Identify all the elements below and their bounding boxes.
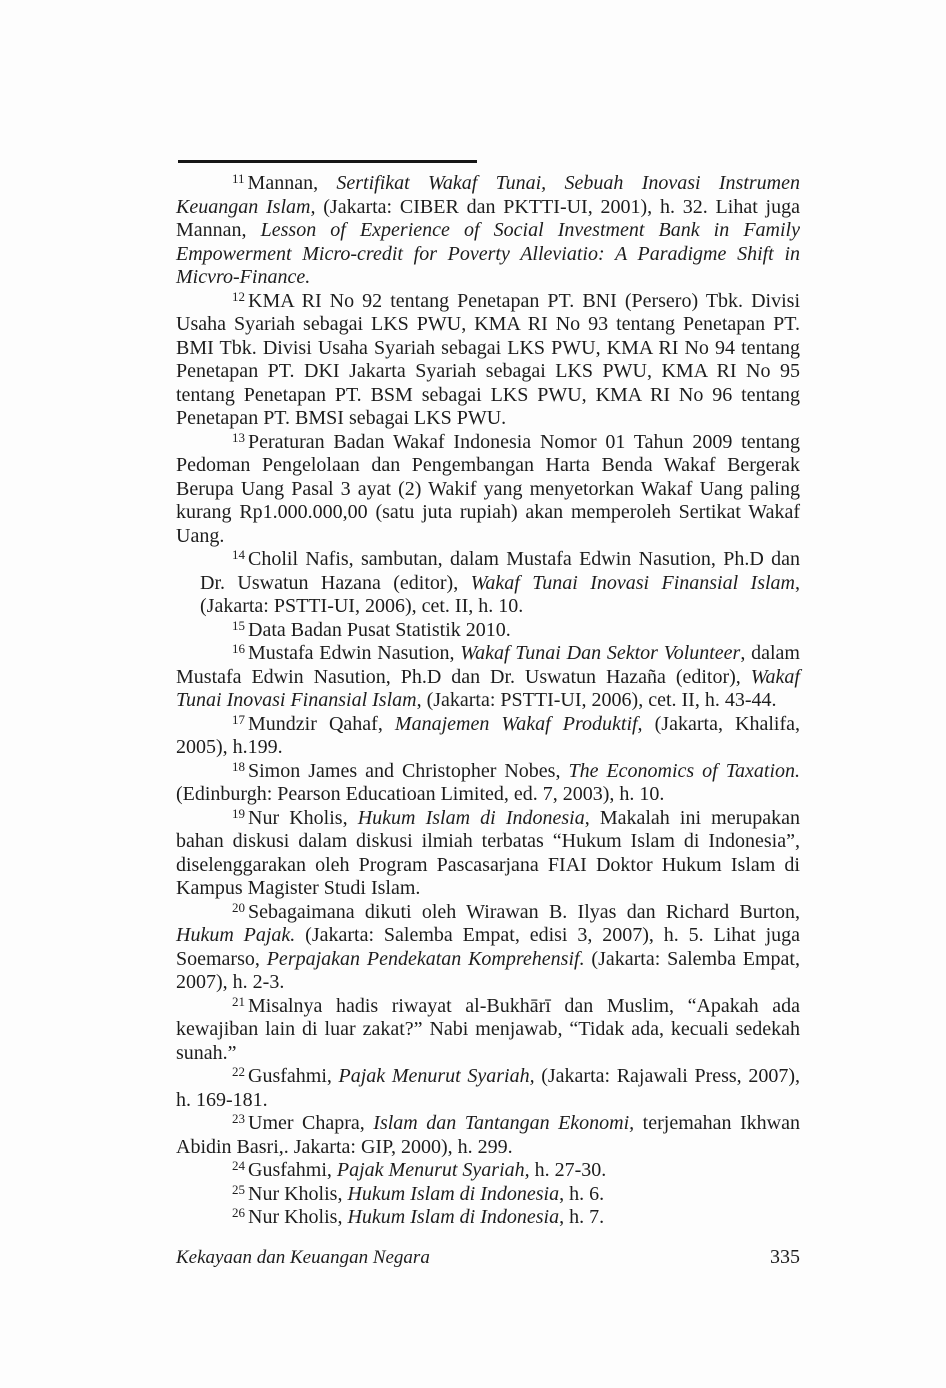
cited-work-title: Hukum Pajak. xyxy=(176,924,296,946)
footnote-text: Gusfahmi, xyxy=(248,1065,339,1087)
footnote-17 xyxy=(176,713,800,760)
footnote-text: , Makalah ini merupakan bahan diskusi dalam diskusi ilmiah terbatas “Hukum Islam di Indonesia”, diselenggarakan oleh Program Pascasarjana FIAI Doktor Hukum Islam di Kampus Magister Studi Islam. xyxy=(176,806,800,899)
cited-work-title: Manajemen Wakaf Produktif, xyxy=(394,712,643,735)
footnote-text: KMA RI No 92 tentang Penetapan PT. BNI (Persero) Tbk. Divisi Usaha Syariah sebagai LKS PWU, KMA RI No 93 tentang Penetapan PT. BMI Tbk. Divisi Usaha Syariah sebagai LKS PWU, KMA RI No 94 tentang Penetapan PT. DKI Jakarta Syariah sebagai LKS PWU, KMA RI No 95 tentang Penetapan PT. BSM sebagai LKS PWU, KMA RI No 96 tentang Penetapan PT. BMSI sebagai LKS PWU. xyxy=(176,289,800,429)
footnote-11 xyxy=(176,172,800,290)
footnote-number: 16 xyxy=(232,641,245,656)
footnote-23 xyxy=(176,1112,800,1159)
footnote-number: 11 xyxy=(232,171,245,186)
footnote-20 xyxy=(176,901,800,995)
footnote-text: Data Badan Pusat Statistik 2010. xyxy=(248,618,511,641)
footnote-number: 18 xyxy=(232,758,245,774)
footnote-text: , h. 7. xyxy=(559,1206,605,1228)
footnote-number: 25 xyxy=(232,1181,245,1197)
footnote-text: , (Jakarta: PSTTI-UI, 2006), cet. II, h. 10. xyxy=(200,571,801,617)
footnote-text: Sebagaimana dikuti oleh Wirawan B. Ilyas dan Richard Burton, xyxy=(248,900,800,923)
page-number: 335 xyxy=(770,1246,800,1268)
footnote-text: , dalam Mustafa Edwin Nasution, Ph.D dan Dr. Uswatun Hazaña (editor), xyxy=(176,642,800,688)
footnote-text: Cholil Nafis, sambutan, dalam Mustafa Edwin Nasution, Ph.D dan Dr. Uswatun Hazana (editor), xyxy=(200,548,800,594)
footnote-separator-rule xyxy=(178,160,477,163)
cited-work-title: Lesson of Experience of Social Investment Bank in Family Empowerment Micro-credit for Poverty Alleviatio: A Paradigme Shift in Micvro-Finance. xyxy=(176,219,800,288)
footnote-text: Mustafa Edwin Nasution, xyxy=(248,642,461,664)
cited-work-title: Wakaf Tunai Inovasi Finansial Islam xyxy=(470,571,796,594)
footnote-number: 21 xyxy=(232,993,245,1009)
footnote-number: 13 xyxy=(232,429,245,445)
footnote-24 xyxy=(176,1159,800,1183)
footnote-number: 23 xyxy=(232,1111,245,1126)
footnote-text: Mundzir Qahaf, xyxy=(248,712,395,735)
cited-work-title: Hukum Islam di Indonesia xyxy=(347,1206,560,1228)
footnote-25 xyxy=(176,1183,800,1207)
cited-work-title: Pajak Menurut Syariah, xyxy=(338,1065,535,1087)
footnote-16 xyxy=(176,642,800,713)
footnote-text: Umer Chapra, xyxy=(248,1112,374,1134)
footnote-text: Misalnya hadis riwayat al-Bukhārī dan Muslim, “Apakah ada kewajiban lain di luar zakat?” Nabi menjawab, “Tidak ada, kecuali sedekah sunah.” xyxy=(176,994,800,1064)
footnote-number: 20 xyxy=(232,899,245,915)
footnote-number: 26 xyxy=(232,1205,245,1220)
footnote-text: (Jakarta: Salemba Empat, edisi 3, 2007), h. 5. Lihat juga Soemarso, xyxy=(176,924,801,970)
footnote-text: Nur Kholis, xyxy=(248,1182,348,1205)
cited-work-title: Wakaf Tunai Inovasi Finansial Islam xyxy=(176,665,800,711)
footnote-number: 22 xyxy=(232,1064,245,1079)
footnote-26 xyxy=(176,1206,800,1230)
running-footer-title: Kekayaan dan Keuangan Negara xyxy=(176,1247,430,1268)
cited-work-title: The Economics of Taxation. xyxy=(568,759,800,782)
footnote-text: Gusfahmi, xyxy=(248,1159,337,1181)
footnote-text: h. 27-30. xyxy=(529,1159,607,1181)
footnote-number: 24 xyxy=(232,1158,245,1173)
footnote-18 xyxy=(176,760,800,807)
footnote-21 xyxy=(176,995,800,1066)
cited-work-title: Wakaf Tunai Dan Sektor Volunteer xyxy=(460,642,741,664)
footnote-text: (Edinburgh: Pearson Educatioan Limited, ed. 7, 2003), h. 10. xyxy=(176,783,665,805)
cited-work-title: Hukum Islam di Indonesia xyxy=(347,1182,560,1205)
footnote-text: (Jakarta: Salemba Empat, 2007), h. 2-3. xyxy=(176,947,800,993)
footnote-text: Nur Kholis, xyxy=(248,806,358,829)
cited-work-title: Hukum Islam di Indonesia xyxy=(357,806,585,829)
footnote-number: 19 xyxy=(232,805,245,821)
cited-work-title: Sertifikat Wakaf Tunai, Sebuah Inovasi Instrumen Keuangan Islam, xyxy=(176,172,800,218)
footnotes-section xyxy=(176,172,800,1230)
cited-work-title: Islam dan Tantangan Ekonomi, xyxy=(373,1112,635,1134)
footnote-number: 17 xyxy=(232,711,245,727)
footnote-text: Mannan, xyxy=(247,172,337,194)
footnote-text: (Jakarta: Rajawali Press, 2007), h. 169-181. xyxy=(176,1065,800,1111)
footnote-number: 15 xyxy=(232,617,245,633)
page-footer xyxy=(176,1246,800,1269)
footnote-19 xyxy=(176,807,800,901)
footnote-number: 12 xyxy=(232,288,245,304)
footnote-number: 14 xyxy=(232,547,245,562)
footnote-text: Simon James and Christopher Nobes, xyxy=(248,759,569,782)
cited-work-title: Perpajakan Pendekatan Komprehensif. xyxy=(266,947,585,970)
footnote-15 xyxy=(176,619,800,643)
footnote-text: , h. 6. xyxy=(559,1182,605,1205)
footnote-22 xyxy=(176,1065,800,1112)
footnote-13 xyxy=(176,431,800,549)
footnote-12 xyxy=(176,290,800,431)
footnote-text: (Jakarta, Khalifa, 2005), h.199. xyxy=(176,712,800,758)
footnote-text: Nur Kholis, xyxy=(248,1206,348,1228)
footnote-14 xyxy=(176,548,800,619)
footnote-text: Peraturan Badan Wakaf Indonesia Nomor 01 Tahun 2009 tentang Pedoman Pengelolaan dan Pengembangan Harta Benda Wakaf Bergerak Berupa Uang Pasal 3 ayat (2) Wakif yang menyetorkan Wakaf Uang paling kurang Rp1.000.000,00 (satu juta rupiah) akan memperoleh Sertikat Wakaf Uang. xyxy=(176,430,800,547)
cited-work-title: Pajak Menurut Syariah, xyxy=(336,1159,530,1181)
footnote-text: terjemahan Ikhwan Abidin Basri,. Jakarta: GIP, 2000), h. 299. xyxy=(176,1112,800,1158)
footnote-text: , (Jakarta: PSTTI-UI, 2006), cet. II, h. 43-44. xyxy=(416,689,777,711)
footnote-text: (Jakarta: CIBER dan PKTTI-UI, 2001), h. 32. Lihat juga Mannan, xyxy=(176,195,800,241)
